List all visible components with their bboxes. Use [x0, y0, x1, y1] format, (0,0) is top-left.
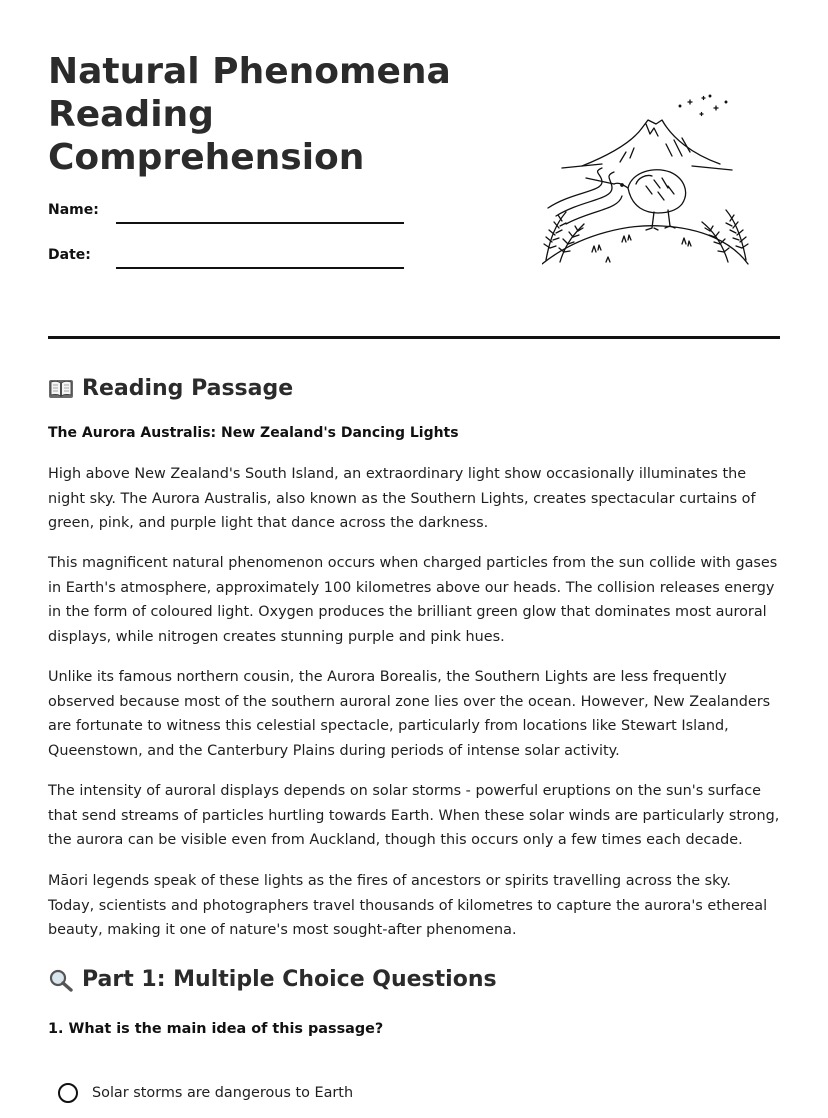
answer-radio-button[interactable] [58, 1083, 78, 1103]
title-line-2: Reading [48, 94, 214, 135]
passage-paragraph: This magnificent natural phenomenon occurs when charged particles from the sun collide with gases in Earth's atmosphere, approximately 100 kilometres above our heads. The collision releases energy in the form of coloured light. Oxygen produces the brilliant green glow that dominates most auroral displays, while nitrogen creates stunning purple and pink hues. [48, 555, 778, 645]
passage-title: The Aurora Australis: New Zealand's Dancing Lights [48, 425, 459, 441]
title-line-1: Natural Phenomena [48, 51, 451, 92]
magnifying-glass-icon [48, 968, 74, 992]
title-line-3: Comprehension [48, 137, 365, 178]
date-write-line[interactable] [116, 267, 404, 269]
multiple-choice-heading [48, 967, 497, 992]
passage-paragraph: Unlike its famous northern cousin, the Aurora Borealis, the Southern Lights are less frequently observed because most of the southern auroral zone lies over the ocean. However, New Zealanders are fortunate to witness this celestial spectacle, particularly from locations like Stewart Island, Queenstown, and the Canterbury Plains during periods of intense solar activity. [48, 669, 771, 759]
name-field[interactable] [48, 202, 408, 226]
name-label: Name: [48, 202, 99, 218]
passage-paragraph: The intensity of auroral displays depends on solar storms - powerful eruptions on the sun's surface that send streams of particles hurtling towards Earth. When these solar winds are particularly strong, the aurora can be visible even from Auckland, though this occurs only a few times each decade. [48, 783, 780, 848]
passage-paragraph: High above New Zealand's South Island, an extraordinary light show occasionally illuminates the night sky. The Aurora Australis, also known as the Southern Lights, creates spectacular curtains of green, pink, and purple light that dance across the darkness. [48, 466, 756, 531]
header-divider [48, 336, 780, 339]
book-icon [48, 377, 74, 401]
question-1: 1. What is the main idea of this passage? [48, 1021, 384, 1037]
reading-passage-heading [48, 376, 293, 401]
kiwi-mountain-illustration [542, 92, 750, 272]
answer-option-label: Solar storms are dangerous to Earth [92, 1085, 354, 1101]
date-label: Date: [48, 247, 91, 263]
date-field[interactable] [48, 247, 408, 271]
name-write-line[interactable] [116, 222, 404, 224]
reading-passage-heading-text: Reading Passage [82, 376, 294, 401]
multiple-choice-heading-text: Part 1: Multiple Choice Questions [82, 967, 497, 992]
passage-paragraph: Māori legends speak of these lights as the fires of ancestors or spirits travelling across the sky. Today, scientists and photographers travel thousands of kilometres to capture the aurora's ethereal beauty, making it one of nature's most sought-after phenomena. [48, 873, 768, 938]
worksheet-title [48, 50, 488, 179]
answer-option[interactable] [58, 1083, 353, 1103]
